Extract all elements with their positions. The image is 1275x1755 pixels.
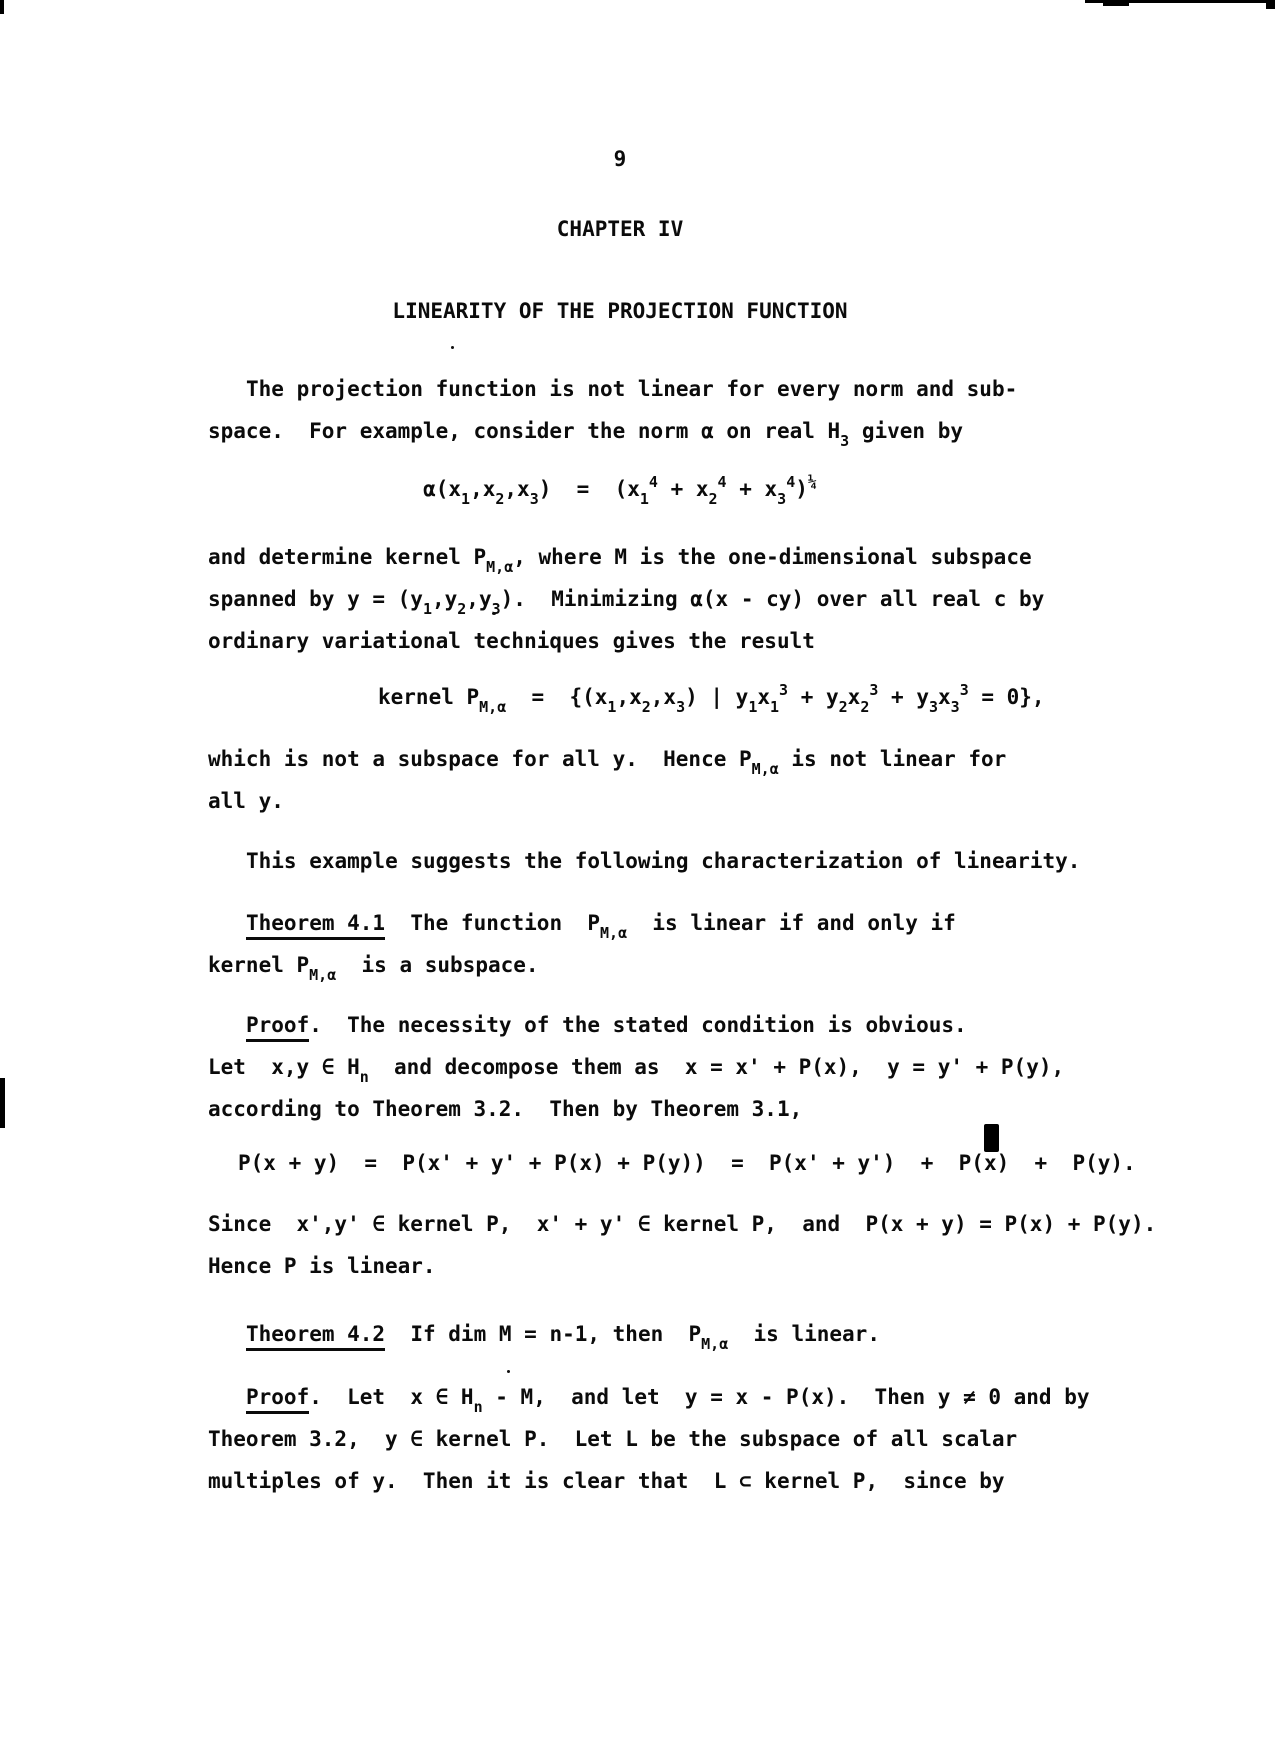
proof-2-label: Proof: [246, 1385, 309, 1414]
scan-speck: [451, 346, 454, 349]
scan-artifact-top-left-tick: [0, 0, 4, 14]
proof-2-line2: Theorem 3.2, y ∈ kernel P. Let L be the subspace of all scalar: [208, 1427, 1018, 1451]
scan-artifact-top-right-corner: [1266, 0, 1275, 9]
para2-line2: spanned by $y = (y_1,y_2,y_3)$. Minimizing α(x - cy) over all real c by: [208, 587, 1045, 618]
para2-line3: ordinary variational techniques gives the result: [208, 629, 815, 653]
proof-1-text: . The necessity of the stated condition is obvious.: [309, 1013, 967, 1037]
para3-line2: all y.: [208, 789, 284, 813]
proof-1-line2: Let x,y ∈ $H_n$ and decompose them as x = x' + P(x), y = y' + P(y),: [208, 1055, 1065, 1086]
theorem-4-1-line1: [246, 902, 956, 944]
theorem-4-2-statement: If dim M = n-1, then $P_{M,\alpha}$ is linear.: [385, 1322, 880, 1353]
proof-1-line1: [246, 1004, 967, 1046]
scan-artifact-left-margin-line: [0, 1078, 5, 1128]
document-title: LINEARITY OF THE PROJECTION FUNCTION: [392, 299, 848, 323]
proof-1-label: Proof: [246, 1013, 309, 1042]
scan-speck: [507, 1370, 510, 1373]
theorem-4-1-line2: kernel $P_{M,\alpha}$ is a subspace.: [208, 953, 539, 984]
para1-line2: space. For example, consider the norm α on real $H_3$ given by: [208, 419, 963, 450]
formula-kernel: kernel $P_{M,\alpha} = \{(x_1,x_2,x_3)$ | $y_1x_1^3 + y_2x_2^3 + y_3x_3^3 = 0$},: [378, 681, 1045, 716]
para4-line1: This example suggests the following characterization of linearity.: [246, 849, 1081, 873]
para5-line1: Since x',y' ∈ kernel P, x' + y' ∈ kernel P, and P(x + y) = P(x) + P(y).: [208, 1212, 1157, 1236]
para1-line1: The projection function is not linear for every norm and sub-: [246, 377, 1018, 401]
para3-line1: which is not a subspace for all y. Hence $P_{M,\alpha}$ is not linear for: [208, 747, 1007, 778]
proof-1-line3: according to Theorem 3.2. Then by Theorem 3.1,: [208, 1097, 803, 1121]
para2-line1: and determine kernel $P_{M,\alpha}$, where M is the one-dimensional subspace: [208, 545, 1032, 576]
proof-2-line1: [246, 1376, 1090, 1418]
page-number: 9: [613, 147, 627, 171]
proof-2-text: . Let x ∈ $H_n$ - M, and let y = x - P(x). Then y ≠ 0 and by: [309, 1385, 1090, 1416]
proof-2-line3: multiples of y. Then it is clear that L ⊂ kernel P, since by: [208, 1469, 1005, 1493]
theorem-4-1-label: Theorem 4.1: [246, 911, 385, 940]
theorem-4-1-statement: The function $P_{M,\alpha}$ is linear if and only if: [385, 911, 956, 942]
scan-artifact-top-edge-blob: [1103, 0, 1129, 6]
formula-additive: P(x + y) = P(x' + y' + P(x) + P(y)) = P(x' + y') + P(x) + P(y).: [238, 1151, 1136, 1175]
theorem-4-2-label: Theorem 4.2: [246, 1322, 385, 1351]
formula-norm: $\alpha(x_1,x_2,x_3) = (x_1^4 + x_2^4 + x_3^4)^{\frac{1}{4}}$: [423, 473, 817, 508]
chapter-heading: CHAPTER IV: [556, 217, 684, 241]
para5-line2: Hence P is linear.: [208, 1254, 436, 1278]
theorem-4-2-line1: [246, 1313, 880, 1355]
